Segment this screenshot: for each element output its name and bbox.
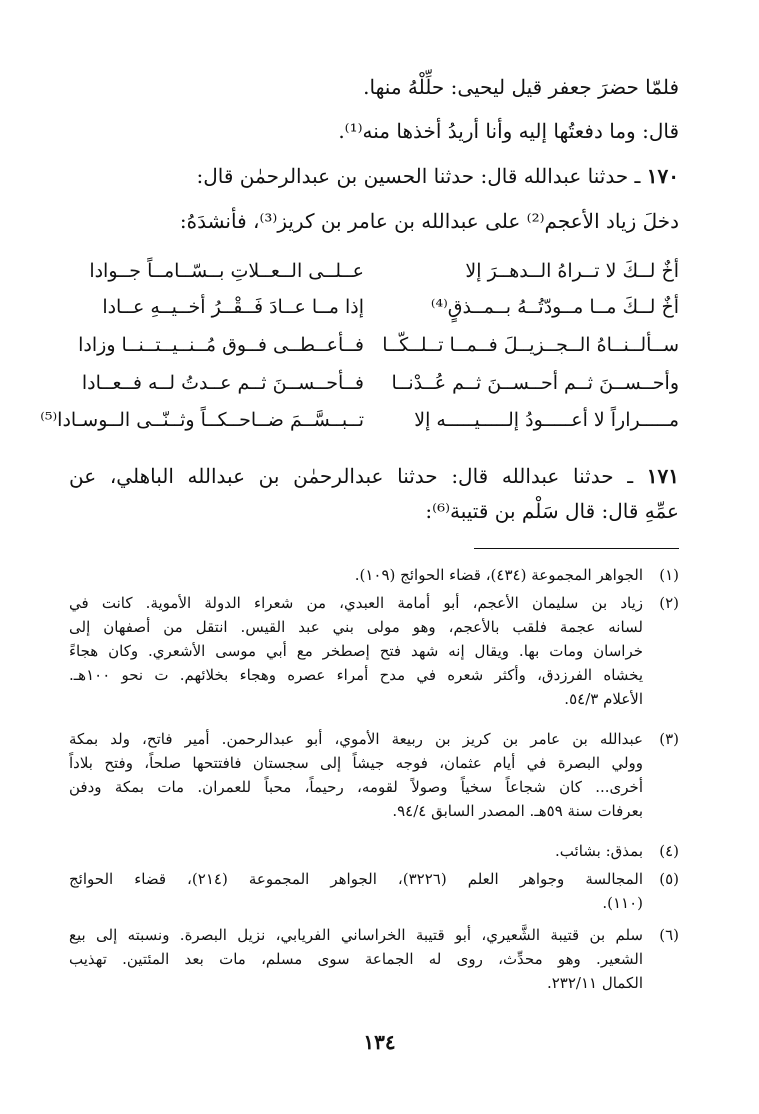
footnote-line: لسانه عجمة فلقب بالأعجم، وهو مولى بني عبد القيس. انتقل من أصفهان إلى [69, 618, 643, 636]
footnote-line: زياد بن سليمان الأعجم، أبو أمامة العبدي، من شعراء الدولة الأموية. كانت في [69, 594, 643, 612]
footnote-line: بمذق: بشائب. [555, 842, 643, 860]
verse-1 [64, 255, 679, 287]
footnote-line: عبدالله بن عامر بن كريز بن ربيعة الأموي، أبو عبدالرحمن. أمير فاتح، ولد بمكة [69, 730, 643, 748]
verse-first-hemistich: أخٌ لــكَ لا تــراهُ الــدهــرَ إلا [465, 260, 679, 282]
verse-second-hemistich: عــلــى الــعــلاتِ بــسّــامــاً جــوادا [89, 260, 364, 282]
text-line-1: فلمّا حضرَ جعفر قيل ليحيى: حلِّلْهُ منها. [363, 75, 679, 99]
narration-171 [69, 461, 679, 491]
text-line-intro-verse: دخلَ زياد الأعجم⁽²⁾ على عبدالله بن عامر بن كريز⁽³⁾، فأنشدَهُ: [179, 209, 679, 233]
footnote-mark: (٢) [659, 594, 679, 612]
footnote-mark: (٥) [659, 870, 679, 888]
narration-number: ١٧١ [646, 464, 679, 488]
footnote-3 [69, 727, 679, 823]
verse-second-hemistich: تــبــسَّــمَ ضــاحــكــاً وثــنّــى الــوسـادا⁽⁵⁾ [40, 409, 364, 431]
footnote-5 [69, 867, 679, 915]
verse-first-hemistich: وأحــســنَ ثــم أحــســنَ ثــم عُــدْنــا [391, 372, 679, 394]
footnote-line: الجواهر المجموعة (٤٣٤)، قضاء الحوائج (١٠٩). [354, 566, 643, 584]
footnote-line: المجالسة وجواهر العلم (٣٢٢٦)، الجواهر المجموعة (٢١٤)، قضاء الحوائج [69, 870, 643, 888]
footnote-line: الشعير. وهو محدِّث، روى له الجماعة سوى مسلم، مات بعد المئتين. تهذيب [69, 950, 643, 968]
footnote-line: وولي البصرة في أيام عثمان، فوجه جيشاً إلى سجستان فافتتحها صلحاً، وفتح بلاداً [69, 754, 643, 772]
footnote-mark: (١) [659, 566, 679, 584]
footnote-line: خراسان ومات بها. ويقال إنه شهد فتح إصطخر مع أبي موسى الأشعري. وكان هجاءً [69, 642, 643, 660]
verse-first-hemistich: أخٌ لــكَ مــا مــودّتُــهُ بــمــذقٍ⁽⁴⁾ [430, 296, 679, 318]
footnote-separator [474, 548, 679, 549]
footnote-6 [69, 923, 679, 995]
verse-5 [40, 404, 679, 436]
verse-first-hemistich: مـــــراراً لا أعـــــودُ إلـــــيـــــه إلا [414, 409, 679, 431]
verse-first-hemistich: ســألــنــاهُ الــجــزيــلَ فــمــا تــلــكّــا [382, 334, 679, 356]
narration-171-continuation: عمِّهِ قال: قال سَلْم بن قتيبة⁽⁶⁾: [425, 499, 679, 523]
footnote-line: بعرفات سنة ٥٩هـ. المصدر السابق ٩٤/٤. [392, 802, 643, 820]
footnote-line: (١١٠). [602, 894, 643, 912]
verse-second-hemistich: فــأحــســنَ ثــم عــدتُ لــه فــعــادا [81, 372, 364, 394]
footnote-line: الأعلام ٥٤/٣. [564, 690, 643, 708]
footnote-mark: (٣) [659, 730, 679, 748]
narration-number: ١٧٠ [646, 164, 679, 188]
footnote-2 [69, 591, 679, 711]
narration-text: ـ حدثنا عبدالله قال: حدثنا عبدالرحمٰن بن عبدالله الباهلي، عن [69, 464, 647, 488]
verse-4 [64, 367, 679, 399]
footnote-line: أخرى... كان شجاعاً سخياً وصولاً لقومه، رحيماً، محباً للعمران. مات بمكة ودفن [69, 778, 643, 796]
footnote-4 [69, 839, 679, 863]
narration-text: ـ حدثنا عبدالله قال: حدثنا الحسين بن عبدالرحمٰن قال: [196, 164, 647, 188]
footnote-mark: (٤) [659, 842, 679, 860]
text-line-2: قال: وما دفعتُها إليه وأنا أريدُ أخذها منه⁽¹⁾. [338, 119, 679, 143]
verse-2 [64, 291, 679, 323]
footnote-1 [69, 563, 679, 587]
narration-170 [69, 161, 679, 191]
verse-second-hemistich: إذا مــا عــادَ فَــقْــرُ أخــيــهِ عــادا [102, 296, 364, 318]
footnote-mark: (٦) [659, 926, 679, 944]
verse-3 [64, 329, 679, 361]
page-number: ١٣٤ [363, 1030, 396, 1054]
footnote-line: الكمال ٢٣٢/١١. [546, 974, 643, 992]
footnote-line: يخشاه الفرزدق، وأكثر شعره في مدح أمراء عصره وهجاء بخلائهم. ت نحو ١٠٠هـ. [69, 666, 643, 684]
footnote-line: سلم بن قتيبة الشَّعيري، أبو قتيبة الخراساني الفريابي، نزيل البصرة. ونسبته إلى بيع [69, 926, 643, 944]
verse-second-hemistich: فــأعــطــى فــوق مُــنــيــتــنــا وزادا [78, 334, 364, 356]
